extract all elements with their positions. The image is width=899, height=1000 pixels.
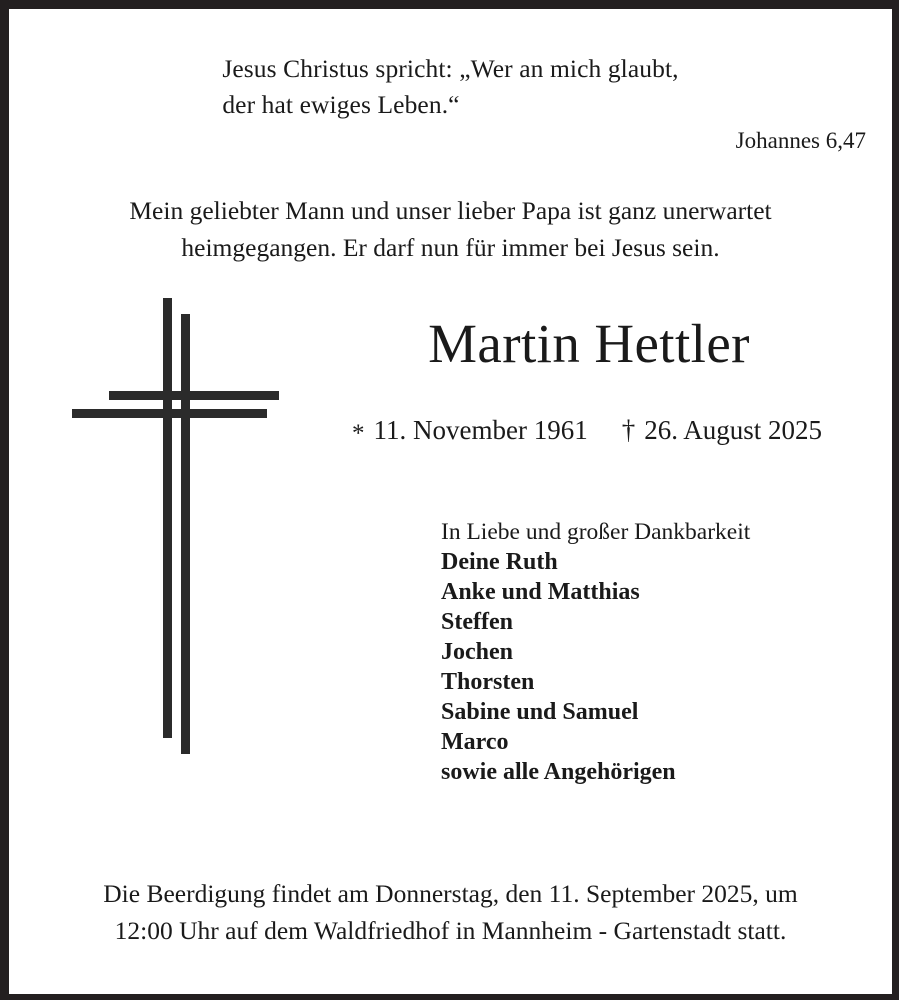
bible-verse-text	[222, 51, 678, 123]
cross-graphic	[64, 289, 296, 769]
cross-rear-vertical	[163, 298, 172, 738]
funeral-details	[9, 875, 892, 949]
mourner-name: Marco	[441, 729, 509, 755]
death-date: 26. August 2025	[644, 415, 822, 445]
life-dates	[301, 409, 873, 453]
bible-verse-block	[9, 51, 892, 153]
bible-verse-line: der hat ewiges Leben.“	[222, 90, 460, 119]
bible-verse-line: Jesus Christus spricht: „Wer an mich glaubt,	[222, 54, 679, 83]
mourners-block	[441, 517, 750, 787]
mourner-name: Deine Ruth	[441, 549, 558, 575]
mourner-name: Sabine und Samuel	[441, 699, 639, 725]
intro-message	[9, 192, 892, 266]
mourner-name: Jochen	[441, 639, 513, 665]
cross-rear-horizontal	[109, 391, 279, 400]
mourner-name: Steffen	[441, 609, 513, 635]
deceased-name: Martin Hettler	[428, 313, 750, 374]
mourner-name: Thorsten	[441, 669, 535, 695]
intro-message-line: Mein geliebter Mann und unser lieber Papa ist ganz unerwartet	[129, 196, 772, 225]
christian-cross-outline-icon	[64, 289, 296, 769]
mourner-name: sowie alle Angehörigen	[441, 759, 676, 785]
bible-verse-reference: Johannes 6,47	[735, 128, 866, 153]
birth-date: 11. November 1961	[373, 415, 588, 445]
mourner-name: Anke und Matthias	[441, 579, 640, 605]
notice-inner	[9, 9, 892, 994]
funeral-details-line: 12:00 Uhr auf dem Waldfriedhof in Mannheim - Gartenstadt statt.	[114, 916, 787, 945]
birth-symbol: *	[352, 420, 365, 447]
cross-front-vertical	[181, 314, 190, 754]
intro-message-line: heimgegangen. Er darf nun für immer bei Jesus sein.	[181, 233, 720, 262]
death-symbol: †	[621, 415, 636, 445]
mourners-intro: In Liebe und großer Dankbarkeit	[441, 519, 751, 545]
funeral-details-line: Die Beerdigung findet am Donnerstag, den 11. September 2025, um	[103, 879, 798, 908]
cross-front-horizontal	[72, 409, 267, 418]
